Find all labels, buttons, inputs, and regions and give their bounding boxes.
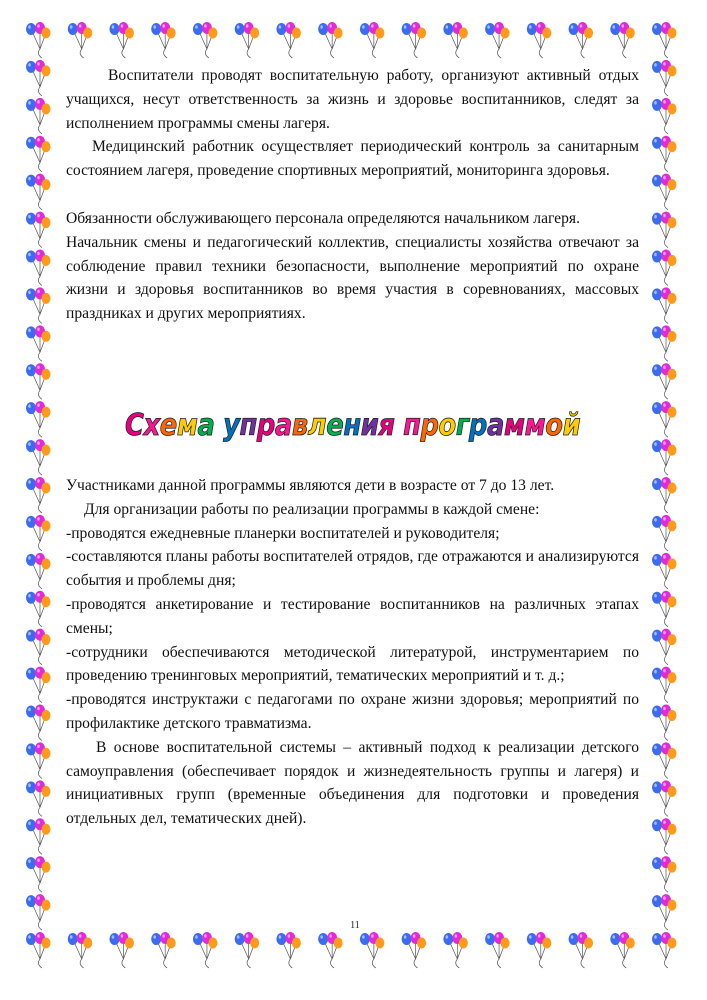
balloon-cluster-icon	[26, 212, 51, 248]
balloon-cluster-icon	[68, 932, 93, 968]
balloon-cluster-icon	[276, 22, 301, 58]
page-number: 11	[350, 920, 360, 931]
balloon-cluster-icon	[26, 705, 51, 741]
balloon-cluster-icon	[26, 136, 51, 172]
balloon-cluster-icon	[26, 250, 51, 286]
list-item: -проводятся анкетирование и тестирование воспитанников на различных этапах смены;	[66, 595, 639, 637]
balloon-cluster-icon	[109, 22, 134, 58]
balloon-cluster-icon	[235, 22, 260, 58]
list-item: -составляются планы работы воспитателей отрядов, где отражаются и анализируются события и проблемы дня;	[66, 548, 639, 590]
balloon-cluster-icon	[26, 363, 51, 399]
balloon-cluster-icon	[652, 136, 677, 172]
balloon-cluster-icon	[360, 22, 385, 58]
balloon-cluster-icon	[652, 401, 677, 437]
balloon-cluster-icon	[26, 894, 51, 930]
paragraph-medical: Медицинский работник осуществляет периодический контроль за санитарным состоянием лагеря, проведение спортивных мероприятий, мониторинга здоровья.	[66, 138, 639, 180]
balloon-cluster-icon	[652, 174, 677, 210]
balloon-cluster-icon	[26, 515, 51, 551]
balloon-cluster-icon	[652, 894, 677, 930]
balloon-cluster-icon	[318, 932, 343, 968]
balloon-cluster-icon	[26, 591, 51, 627]
balloon-cluster-icon	[652, 705, 677, 741]
balloon-cluster-icon	[109, 932, 134, 968]
balloon-cluster-icon	[26, 60, 51, 96]
list-item: -проводятся ежедневные планерки воспитателей и руководителя;	[66, 524, 500, 542]
balloon-cluster-icon	[652, 553, 677, 589]
balloon-cluster-icon	[610, 22, 635, 58]
balloon-cluster-icon	[443, 22, 468, 58]
balloon-cluster-icon	[193, 22, 218, 58]
balloon-cluster-icon	[276, 932, 301, 968]
balloon-cluster-icon	[652, 932, 677, 968]
balloon-cluster-icon	[652, 287, 677, 323]
balloon-cluster-icon	[26, 401, 51, 437]
paragraph-staff-duties: Обязанности обслуживающего персонала определяются начальником лагеря.	[66, 209, 580, 227]
balloon-cluster-icon	[652, 212, 677, 248]
balloon-cluster-icon	[26, 629, 51, 665]
balloon-cluster-icon	[26, 22, 51, 58]
balloon-cluster-icon	[151, 22, 176, 58]
balloon-cluster-icon	[652, 98, 677, 134]
balloon-cluster-icon	[26, 667, 51, 703]
paragraph-organization: Для организации работы по реализации программы в каждой смене:	[84, 500, 540, 518]
balloon-cluster-icon	[26, 477, 51, 513]
balloon-cluster-icon	[26, 439, 51, 475]
balloon-cluster-icon	[443, 932, 468, 968]
balloon-cluster-icon	[527, 22, 552, 58]
balloon-cluster-icon	[485, 932, 510, 968]
balloon-cluster-icon	[360, 932, 385, 968]
balloon-cluster-icon	[652, 325, 677, 361]
list-item: -проводятся инструктажи с педагогами по охране жизни здоровья; мероприятий по профилактике детского травматизма.	[66, 691, 639, 732]
balloon-cluster-icon	[652, 818, 677, 854]
balloon-cluster-icon	[569, 22, 594, 58]
balloon-cluster-icon	[610, 932, 635, 968]
balloon-cluster-icon	[318, 22, 343, 58]
paragraph-system: В основе воспитательной системы – активный подход к реализации детского самоуправления (обеспечивает порядок и жизнедеятельность группы и лагеря) и инициативных групп (временные объединения для подготовки и проведения отдельных дел, тематических дней).	[66, 738, 639, 828]
balloon-cluster-icon	[652, 667, 677, 703]
balloon-cluster-icon	[652, 629, 677, 665]
balloon-cluster-icon	[402, 22, 427, 58]
balloon-cluster-icon	[652, 363, 677, 399]
balloon-cluster-icon	[652, 439, 677, 475]
balloon-cluster-icon	[652, 60, 677, 96]
balloon-cluster-icon	[652, 515, 677, 551]
balloon-cluster-icon	[652, 856, 677, 892]
balloon-cluster-icon	[235, 932, 260, 968]
balloon-cluster-icon	[26, 287, 51, 323]
balloon-cluster-icon	[485, 22, 510, 58]
balloon-cluster-icon	[26, 932, 51, 968]
balloon-cluster-icon	[26, 742, 51, 778]
balloon-cluster-icon	[26, 818, 51, 854]
balloon-cluster-icon	[652, 742, 677, 778]
balloon-cluster-icon	[652, 250, 677, 286]
paragraph-safety: Начальник смены и педагогический коллектив, специалисты хозяйства отвечают за соблюдение правил техники безопасности, выполнение мероприятий по охране жизни и здоровья воспитанников во время участия в соревнованиях, массовых праздниках и других мероприятиях.	[66, 233, 639, 323]
balloon-cluster-icon	[26, 553, 51, 589]
balloon-cluster-icon	[26, 174, 51, 210]
paragraph-participants: Участниками данной программы являются дети в возрасте от 7 до 13 лет.	[66, 476, 555, 494]
balloon-cluster-icon	[652, 22, 677, 58]
balloon-cluster-icon	[402, 932, 427, 968]
balloon-cluster-icon	[652, 477, 677, 513]
balloon-cluster-icon	[26, 780, 51, 816]
balloon-cluster-icon	[26, 856, 51, 892]
paragraph-educators: Воспитатели проводят воспитательную работу, организуют активный отдых учащихся, несут ответственность за жизнь и здоровье воспитанников, следят за исполнением программы смены лагеря.	[66, 67, 639, 132]
balloon-cluster-icon	[26, 98, 51, 134]
balloon-cluster-icon	[652, 780, 677, 816]
balloon-cluster-icon	[68, 22, 93, 58]
document-body	[66, 64, 639, 831]
balloon-cluster-icon	[652, 591, 677, 627]
balloon-cluster-icon	[527, 932, 552, 968]
list-item: -сотрудники обеспечиваются методической литературой, инструментарием по проведению тренинговых мероприятий, тематических мероприятий и т. д.;	[66, 643, 639, 685]
balloon-cluster-icon	[151, 932, 176, 968]
section-title: Схема управления программой	[124, 407, 581, 443]
balloon-cluster-icon	[26, 325, 51, 361]
balloon-cluster-icon	[193, 932, 218, 968]
balloon-cluster-icon	[569, 932, 594, 968]
